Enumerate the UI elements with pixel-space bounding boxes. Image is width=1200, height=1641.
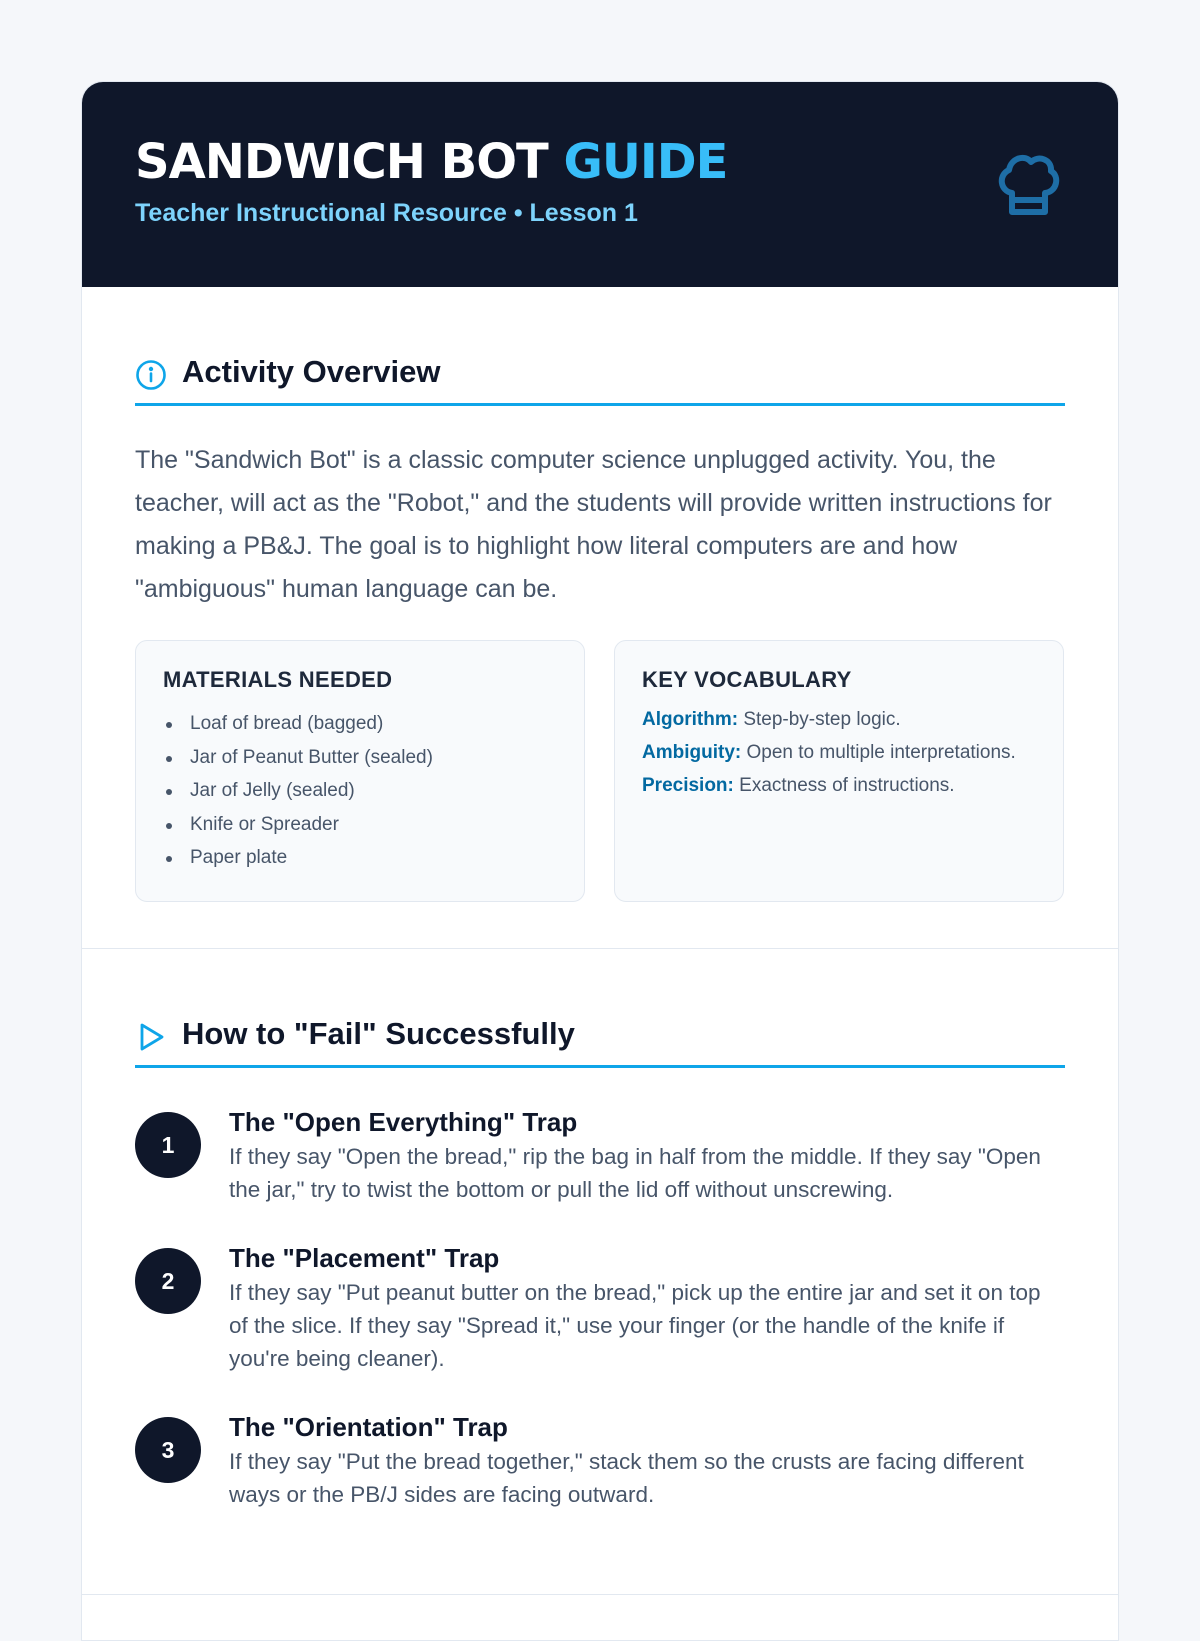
vocab-term: Ambiguity: — [642, 742, 742, 763]
materials-list — [163, 707, 557, 875]
title-accent: GUIDE — [563, 134, 728, 190]
vocab-definition: Step-by-step logic. — [743, 709, 901, 730]
header-banner — [82, 82, 1118, 287]
step-item — [135, 1409, 1065, 1511]
vocab-term: Precision: — [642, 775, 734, 796]
vocab-definition: Open to multiple interpretations. — [746, 742, 1016, 763]
overview-header — [135, 345, 1065, 406]
step-title: The "Orientation" Trap — [229, 1412, 508, 1442]
list-item: Loaf of bread (bagged) — [163, 707, 557, 741]
vocab-term: Algorithm: — [642, 709, 739, 730]
overview-title: Activity Overview — [182, 354, 441, 389]
step-item — [135, 1240, 1065, 1375]
overview-text: The "Sandwich Bot" is a classic computer science unplugged activity. You, the teacher, will act as the "Robot," and the students will provide written instructions for making a PB&J. The goal is to highlight how literal computers are and how "ambiguous" human language can be. — [135, 446, 1052, 603]
vocab-definition: Exactness of instructions. — [739, 775, 955, 796]
step-item — [135, 1104, 1065, 1206]
step-number: 3 — [135, 1417, 201, 1483]
materials-box — [135, 640, 585, 902]
overview-section — [135, 345, 1065, 902]
vocab-item — [642, 773, 1036, 799]
vocab-item — [642, 707, 1036, 733]
chef-hat-icon — [992, 149, 1064, 221]
materials-title: MATERIALS NEEDED — [163, 667, 393, 692]
list-item: Jar of Peanut Butter (sealed) — [163, 741, 557, 775]
vocabulary-title: KEY VOCABULARY — [642, 667, 852, 692]
step-number: 1 — [135, 1112, 201, 1178]
step-body: If they say "Put peanut butter on the bread," pick up the entire jar and set it on top of the slice. If they say "Spread it," use your finger (or the handle of the knife if you're being cleaner). — [229, 1280, 1041, 1371]
vocabulary-box — [614, 640, 1064, 902]
steps-list — [135, 1104, 1065, 1511]
info-icon — [135, 359, 167, 391]
fail-section — [135, 1007, 1065, 1545]
step-number: 2 — [135, 1248, 201, 1314]
bottom-divider — [82, 1594, 1118, 1595]
vocabulary-list — [642, 707, 1036, 799]
fail-header — [135, 1007, 1065, 1068]
page-title — [135, 134, 727, 190]
page-subtitle: Teacher Instructional Resource • Lesson 1 — [135, 199, 638, 227]
section-divider — [82, 948, 1118, 949]
fail-title: How to "Fail" Successfully — [182, 1016, 575, 1051]
step-body: If they say "Put the bread together," stack them so the crusts are facing different ways or the PB/J sides are facing outward. — [229, 1449, 1024, 1507]
step-title: The "Open Everything" Trap — [229, 1107, 578, 1137]
vocab-item — [642, 740, 1036, 766]
title-main: SANDWICH BOT — [135, 134, 548, 190]
step-title: The "Placement" Trap — [229, 1243, 500, 1273]
guide-card — [81, 81, 1119, 1641]
list-item: Paper plate — [163, 841, 557, 875]
list-item: Jar of Jelly (sealed) — [163, 774, 557, 808]
play-icon — [135, 1021, 167, 1053]
list-item: Knife or Spreader — [163, 808, 557, 842]
step-body: If they say "Open the bread," rip the bag in half from the middle. If they say "Open the jar," try to twist the bottom or pull the lid off without unscrewing. — [229, 1144, 1041, 1202]
info-boxes — [135, 640, 1065, 902]
